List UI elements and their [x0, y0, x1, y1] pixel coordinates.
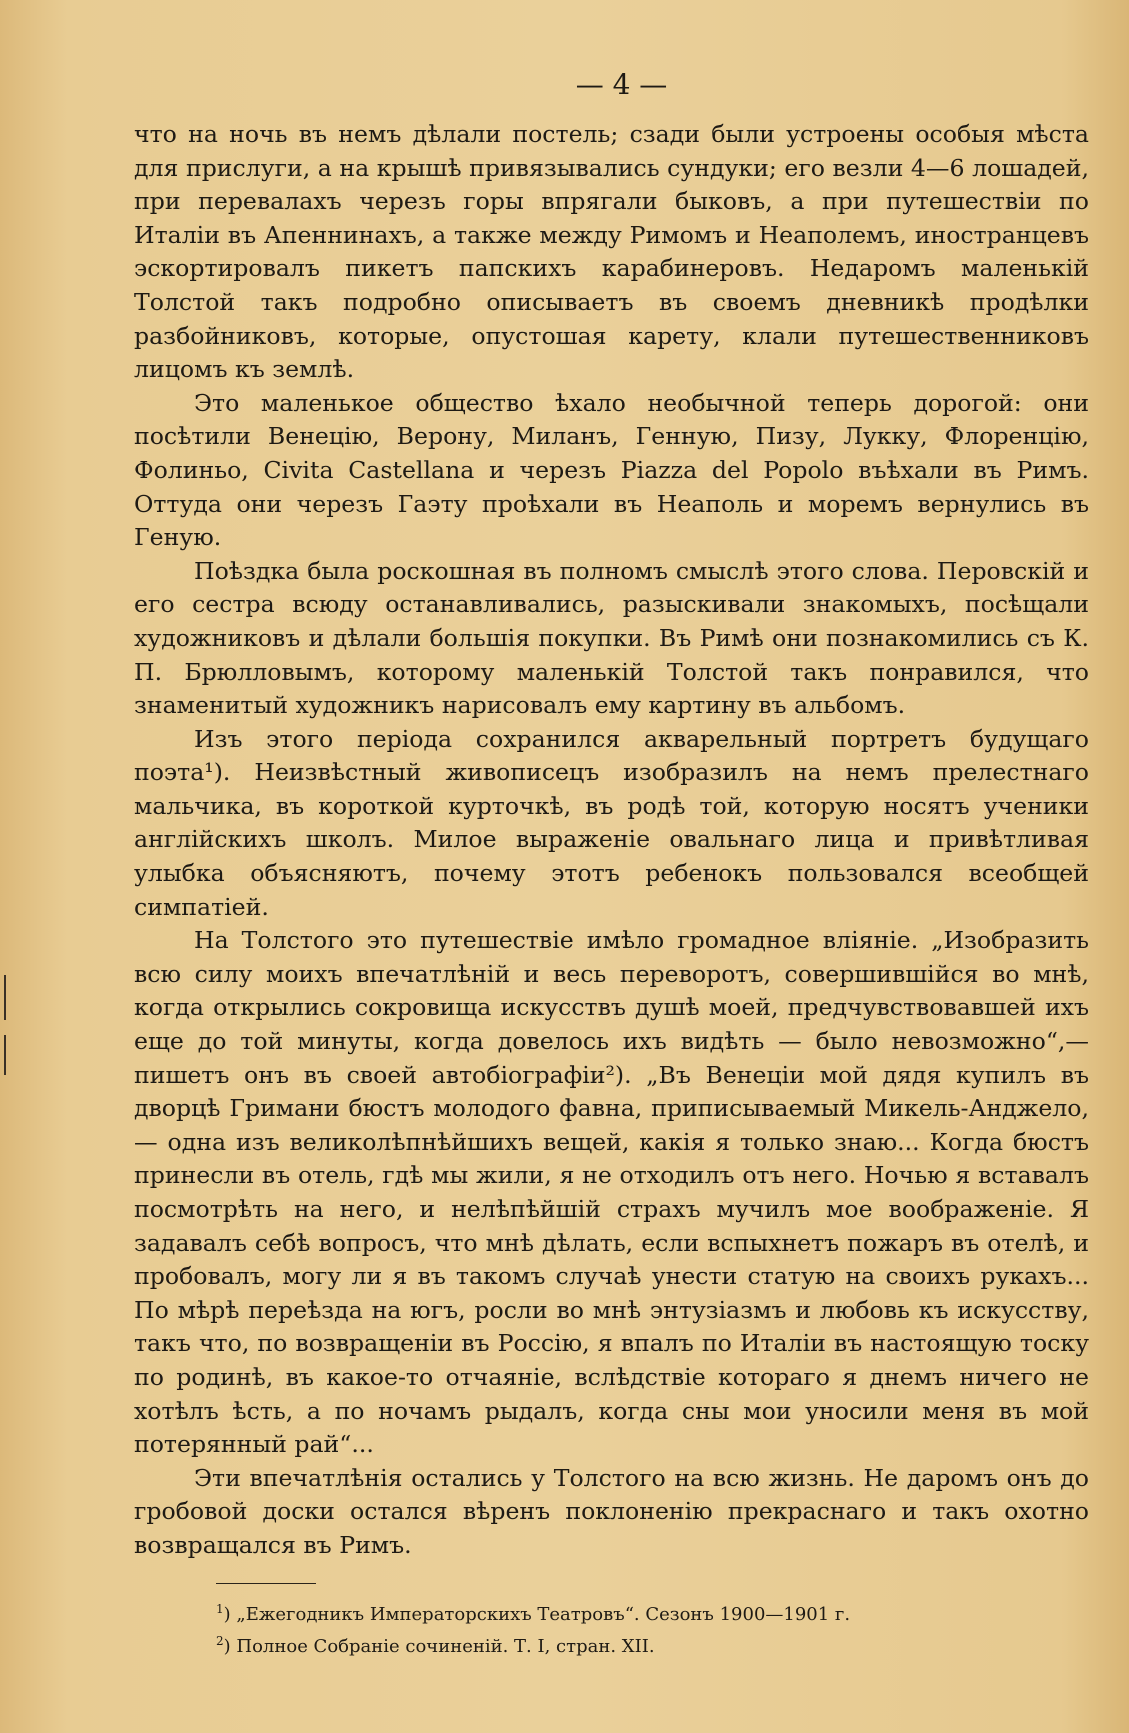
- paragraph: Изъ этого періода сохранился акварельный портретъ будущаго поэта¹). Неизвѣстный живописецъ изобразилъ на немъ прелестнаго мальчика, въ короткой курточкѣ, въ родѣ той, которую носятъ ученики англійскихъ школъ. Милое выраженіе овальнаго лица и привѣтливая улыбка объясняютъ, почему этотъ ребенокъ пользовался всеобщей симпатіей.: [134, 724, 1089, 921]
- footnote-text: ) Полное Собраніе сочиненій. Т. I, стран. XII.: [223, 1635, 655, 1657]
- footnote-text: ) „Ежегодникъ Императорскихъ Театровъ“. Сезонъ 1900—1901 г.: [223, 1603, 851, 1625]
- footnote-mark: 1: [216, 1601, 224, 1616]
- paragraph: что на ночь въ немъ дѣлали постель; сзади были устроены особыя мѣста для прислуги, а на крышѣ привязывались сундуки; его везли 4—6 лошадей, при перевалахъ черезъ горы впрягали быковъ, а при путешествіи по Италіи въ Апеннинахъ, а также между Римомъ и Неаполемъ, иностранцевъ эскортировалъ пикетъ папскихъ карабинеровъ. Недаромъ маленькій Толстой такъ подробно описываетъ въ своемъ дневникѣ продѣлки разбойниковъ, которые, опустошая карету, клали путешественниковъ лицомъ къ землѣ.: [134, 120, 1089, 384]
- body-text: [134, 118, 1089, 1563]
- footnote-rule: [216, 1583, 316, 1584]
- paragraph: Это маленькое общество ѣхало необычной теперь дорогой: они посѣтили Венецію, Верону, Миланъ, Генную, Пизу, Лукку, Флоренцію, Фолиньо, Civita Castellana и черезъ Piazza del Popolo въѣхали въ Римъ. Оттуда они черезъ Гаэту проѣхали въ Неаполь и моремъ вернулись въ Геную.: [134, 388, 1089, 552]
- footnotes: [134, 1596, 1089, 1660]
- footnote-mark: 2: [216, 1633, 224, 1648]
- margin-mark: [4, 975, 6, 1020]
- footnote: [216, 1628, 1089, 1660]
- footnote: [216, 1596, 1089, 1628]
- page-number: — 4 —: [575, 68, 668, 101]
- margin-mark: [4, 1035, 6, 1075]
- paragraph: Эти впечатлѣнія остались у Толстого на всю жизнь. Не даромъ онъ до гробовой доски остался вѣренъ поклоненію прекраснаго и такъ охотно возвращался въ Римъ.: [134, 1463, 1089, 1559]
- paragraph: На Толстого это путешествіе имѣло громадное вліяніе. „Изобразить всю силу моихъ впечатлѣній и весь переворотъ, совершившійся во мнѣ, когда открылись сокровища искусствъ душѣ моей, предчувствовавшей ихъ еще до той минуты, когда довелось ихъ видѣть — было невозможно“,—пишетъ онъ въ своей автобіографіи²). „Въ Венеціи мой дядя купилъ въ дворцѣ Гримани бюстъ молодого фавна, приписываемый Микель-Анджело, — одна изъ великолѣпнѣйшихъ вещей, какія я только знаю... Когда бюстъ принесли въ отель, гдѣ мы жили, я не отходилъ отъ него. Ночью я вставалъ посмотрѣть на него, и нелѣпѣйшій страхъ мучилъ мое воображеніе. Я задавалъ себѣ вопросъ, что мнѣ дѣлать, если вспыхнетъ пожаръ въ отелѣ, и пробовалъ, могу ли я въ такомъ случаѣ унести статую на своихъ рукахъ... По мѣрѣ переѣзда на югъ, росли во мнѣ энтузіазмъ и любовь къ искусству, такъ что, по возвращеніи въ Россію, я впалъ по Италіи въ настоящую тоску по родинѣ, въ какое-то отчаяніе, вслѣдствіе котораго я днемъ ничего не хотѣлъ ѣсть, а по ночамъ рыдалъ, когда сны мои уносили меня въ мой потерянный рай“...: [134, 926, 1089, 1459]
- paragraph: Поѣздка была роскошная въ полномъ смыслѣ этого слова. Перовскій и его сестра всюду останавливались, разыскивали знакомыхъ, посѣщали художниковъ и дѣлали большія покупки. Въ Римѣ они познакомились съ К. П. Брюлловымъ, которому маленькій Толстой такъ понравился, что знаменитый художникъ нарисовалъ ему картину въ альбомъ.: [134, 556, 1089, 720]
